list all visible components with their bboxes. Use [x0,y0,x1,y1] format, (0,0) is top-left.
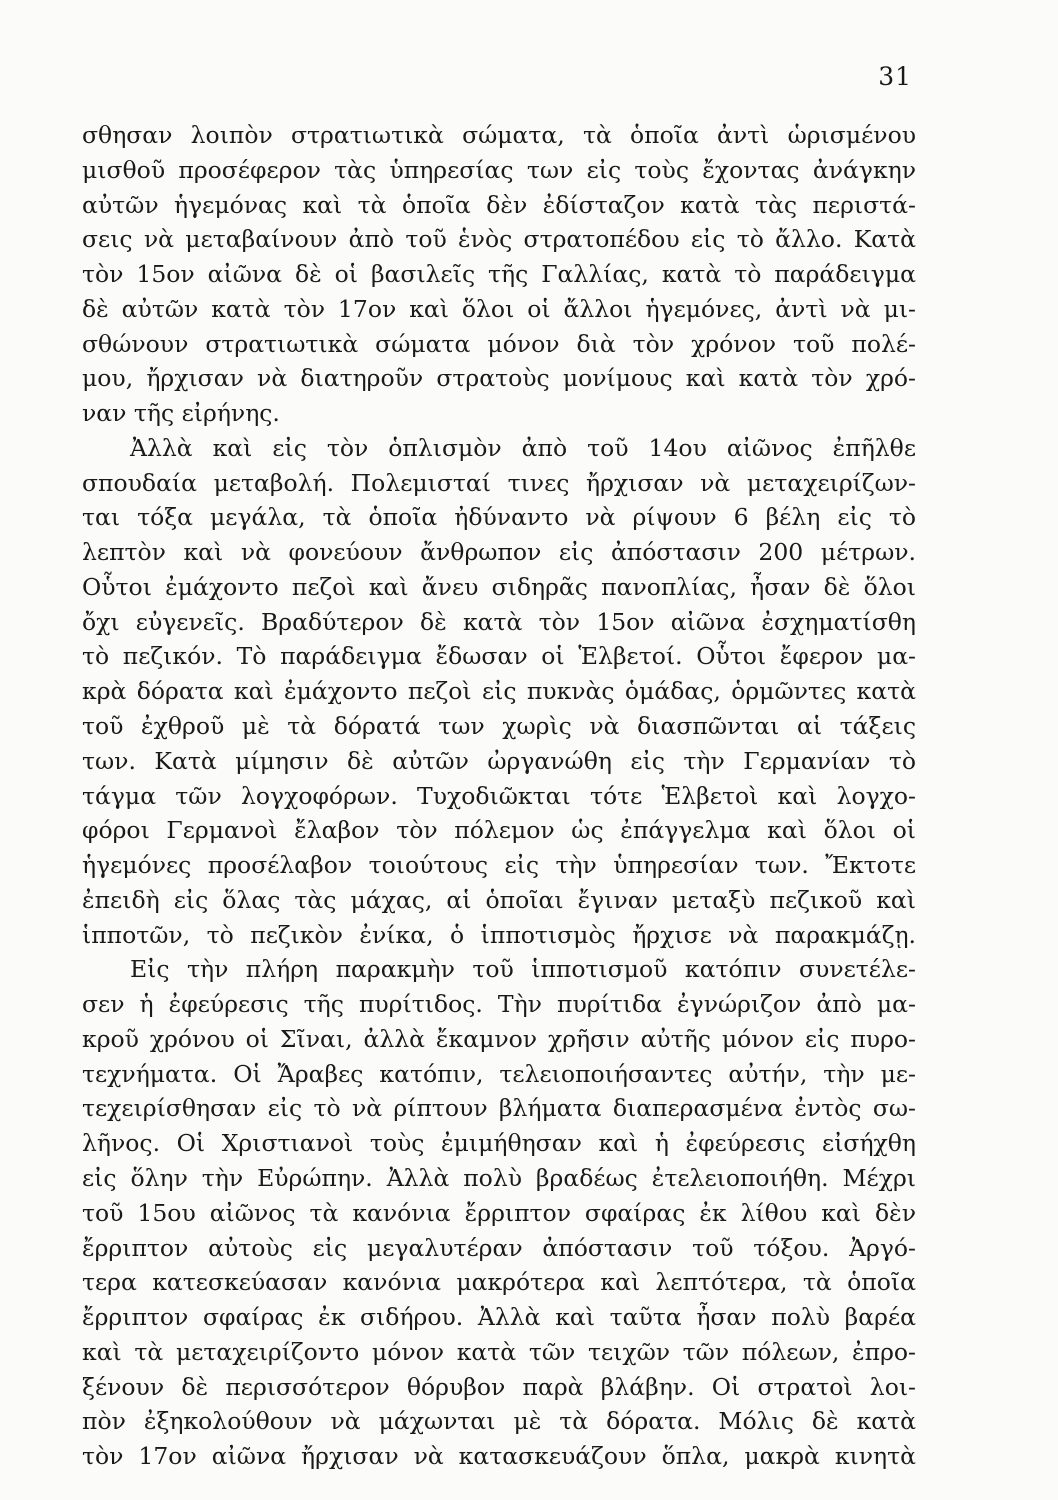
page-number: 31 [878,62,912,91]
text-line: πὸν ἐξηκολούθουν νὰ μάχωνται μὲ τὰ δόρατα. Μόλις δὲ κατὰ [82,1407,916,1436]
text-line: ἔρριπτον σφαίρας ἐκ σιδήρου. Ἀλλὰ καὶ ταῦτα ἦσαν πολὺ βαρέα [82,1303,916,1332]
text-line: καὶ τὰ μεταχειρίζοντο μόνον κατὰ τῶν τειχῶν τῶν πόλεων, ἐπρο- [82,1337,916,1366]
text-line: σθώνουν στρατιωτικὰ σώματα μόνον διὰ τὸν χρόνον τοῦ πολέ- [82,329,916,358]
text-line: σεν ἡ ἐφεύρεσις τῆς πυρίτιδος. Τὴν πυρίτιδα ἐγνώριζον ἀπὸ μα- [82,990,916,1019]
text-line: κροῦ χρόνου οἱ Σῖναι, ἀλλὰ ἔκαμνον χρῆσιν αὐτῆς μόνον εἰς πυρο- [82,1024,916,1053]
text-line: ται τόξα μεγάλα, τὰ ὁποῖα ἠδύναντο νὰ ρίψουν 6 βέλη εἰς τὸ [82,503,916,532]
text-line: Εἰς τὴν πλήρη παρακμὴν τοῦ ἱπποτισμοῦ κατόπιν συνετέλε- [130,955,916,984]
text-line: φόροι Γερμανοὶ ἔλαβον τὸν πόλεμον ὡς ἐπάγγελμα καὶ ὅλοι οἱ [82,816,916,845]
body-text [82,118,916,1474]
text-line: αὐτῶν ἡγεμόνας καὶ τὰ ὁποῖα δὲν ἐδίσταζον κατὰ τὰς περιστά- [82,190,916,219]
text-line: των. Κατὰ μίμησιν δὲ αὐτῶν ὠργανώθη εἰς τὴν Γερμανίαν τὸ [82,746,916,775]
text-line: εἰς ὅλην τὴν Εὐρώπην. Ἀλλὰ πολὺ βραδέως ἐτελειοποιήθη. Μέχρι [82,1163,916,1192]
text-line: τὸν 17ον αἰῶνα ἤρχισαν νὰ κατασκευάζουν ὅπλα, μακρὰ κινητὰ [82,1442,916,1471]
text-line: δὲ αὐτῶν κατὰ τὸν 17ον καὶ ὅλοι οἱ ἄλλοι ἡγεμόνες, ἀντὶ νὰ μι- [82,294,916,323]
text-line: σθησαν λοιπὸν στρατιωτικὰ σώματα, τὰ ὁποῖα ἀντὶ ὡρισμένου [82,121,916,149]
text-line: ἡγεμόνες προσέλαβον τοιούτους εἰς τὴν ὑπηρεσίαν των. Ἔκτοτε [82,851,916,880]
text-line: τεχειρίσθησαν εἰς τὸ νὰ ρίπτουν βλήματα διαπερασμένα ἐντὸς σω- [82,1094,916,1123]
text-line: μισθοῦ προσέφερον τὰς ὑπηρεσίας των εἰς τοὺς ἔχοντας ἀνάγκην [82,155,916,184]
text-line: ὄχι εὐγενεῖς. Βραδύτερον δὲ κατὰ τὸν 15ον αἰῶνα ἐσχηματίσθη [82,607,916,636]
text-line: λεπτὸν καὶ νὰ φονεύουν ἄνθρωπον εἰς ἀπόστασιν 200 μέτρων. [82,538,916,567]
text-line: τεχνήματα. Οἱ Ἄραβες κατόπιν, τελειοποιήσαντες αὐτήν, τὴν με- [82,1059,916,1088]
text-line: τάγμα τῶν λογχοφόρων. Τυχοδιῶκται τότε Ἑλβετοὶ καὶ λογχο- [82,781,916,810]
text-line: ξένουν δὲ περισσότερον θόρυβον παρὰ βλάβην. Οἱ στρατοὶ λοι- [82,1372,916,1401]
text-line: τὸ πεζικόν. Τὸ παράδειγμα ἔδωσαν οἱ Ἑλβετοί. Οὗτοι ἔφερον μα- [82,642,916,671]
text-line: ναν τῆς εἰρήνης. [82,399,280,428]
text-line: Ἀλλὰ καὶ εἰς τὸν ὁπλισμὸν ἀπὸ τοῦ 14ου αἰῶνος ἐπῆλθε [130,433,916,462]
text-line: τὸν 15ον αἰῶνα δὲ οἱ βασιλεῖς τῆς Γαλλίας, κατὰ τὸ παράδειγμα [82,260,916,289]
text-line: ἐπειδὴ εἰς ὅλας τὰς μάχας, αἱ ὁποῖαι ἔγιναν μεταξὺ πεζικοῦ καὶ [82,885,916,914]
text-line: τερα κατεσκεύασαν κανόνια μακρότερα καὶ λεπτότερα, τὰ ὁποῖα [82,1268,916,1297]
text-line: σεις νὰ μεταβαίνουν ἀπὸ τοῦ ἑνὸς στρατοπέδου εἰς τὸ ἄλλο. Κατὰ [82,225,916,254]
text-line: σπουδαία μεταβολή. Πολεμισταί τινες ἤρχισαν νὰ μεταχειρίζων- [82,468,916,497]
text-line: λῆνος. Οἱ Χριστιανοὶ τοὺς ἐμιμήθησαν καὶ ἡ ἐφεύρεσις εἰσήχθη [82,1129,916,1158]
text-line: μου, ἤρχισαν νὰ διατηροῦν στρατοὺς μονίμους καὶ κατὰ τὸν χρό- [82,364,916,393]
text-line: τοῦ 15ου αἰῶνος τὰ κανόνια ἔρριπτον σφαίρας ἐκ λίθου καὶ δὲν [82,1198,916,1227]
text-line: Οὗτοι ἐμάχοντο πεζοὶ καὶ ἄνευ σιδηρᾶς πανοπλίας, ἦσαν δὲ ὅλοι [82,572,916,601]
text-line: τοῦ ἐχθροῦ μὲ τὰ δόρατά των χωρὶς νὰ διασπῶνται αἱ τάξεις [82,712,916,741]
text-line: ἔρριπτον αὐτοὺς εἰς μεγαλυτέραν ἀπόστασιν τοῦ τόξου. Ἀργό- [82,1233,916,1262]
text-line: κρὰ δόρατα καὶ ἐμάχοντο πεζοὶ εἰς πυκνὰς ὁμάδας, ὁρμῶντες κατὰ [82,677,916,706]
text-line: ἱπποτῶν, τὸ πεζικὸν ἐνίκα, ὁ ἱπποτισμὸς ἤρχισε νὰ παρακμάζῃ. [82,920,916,949]
